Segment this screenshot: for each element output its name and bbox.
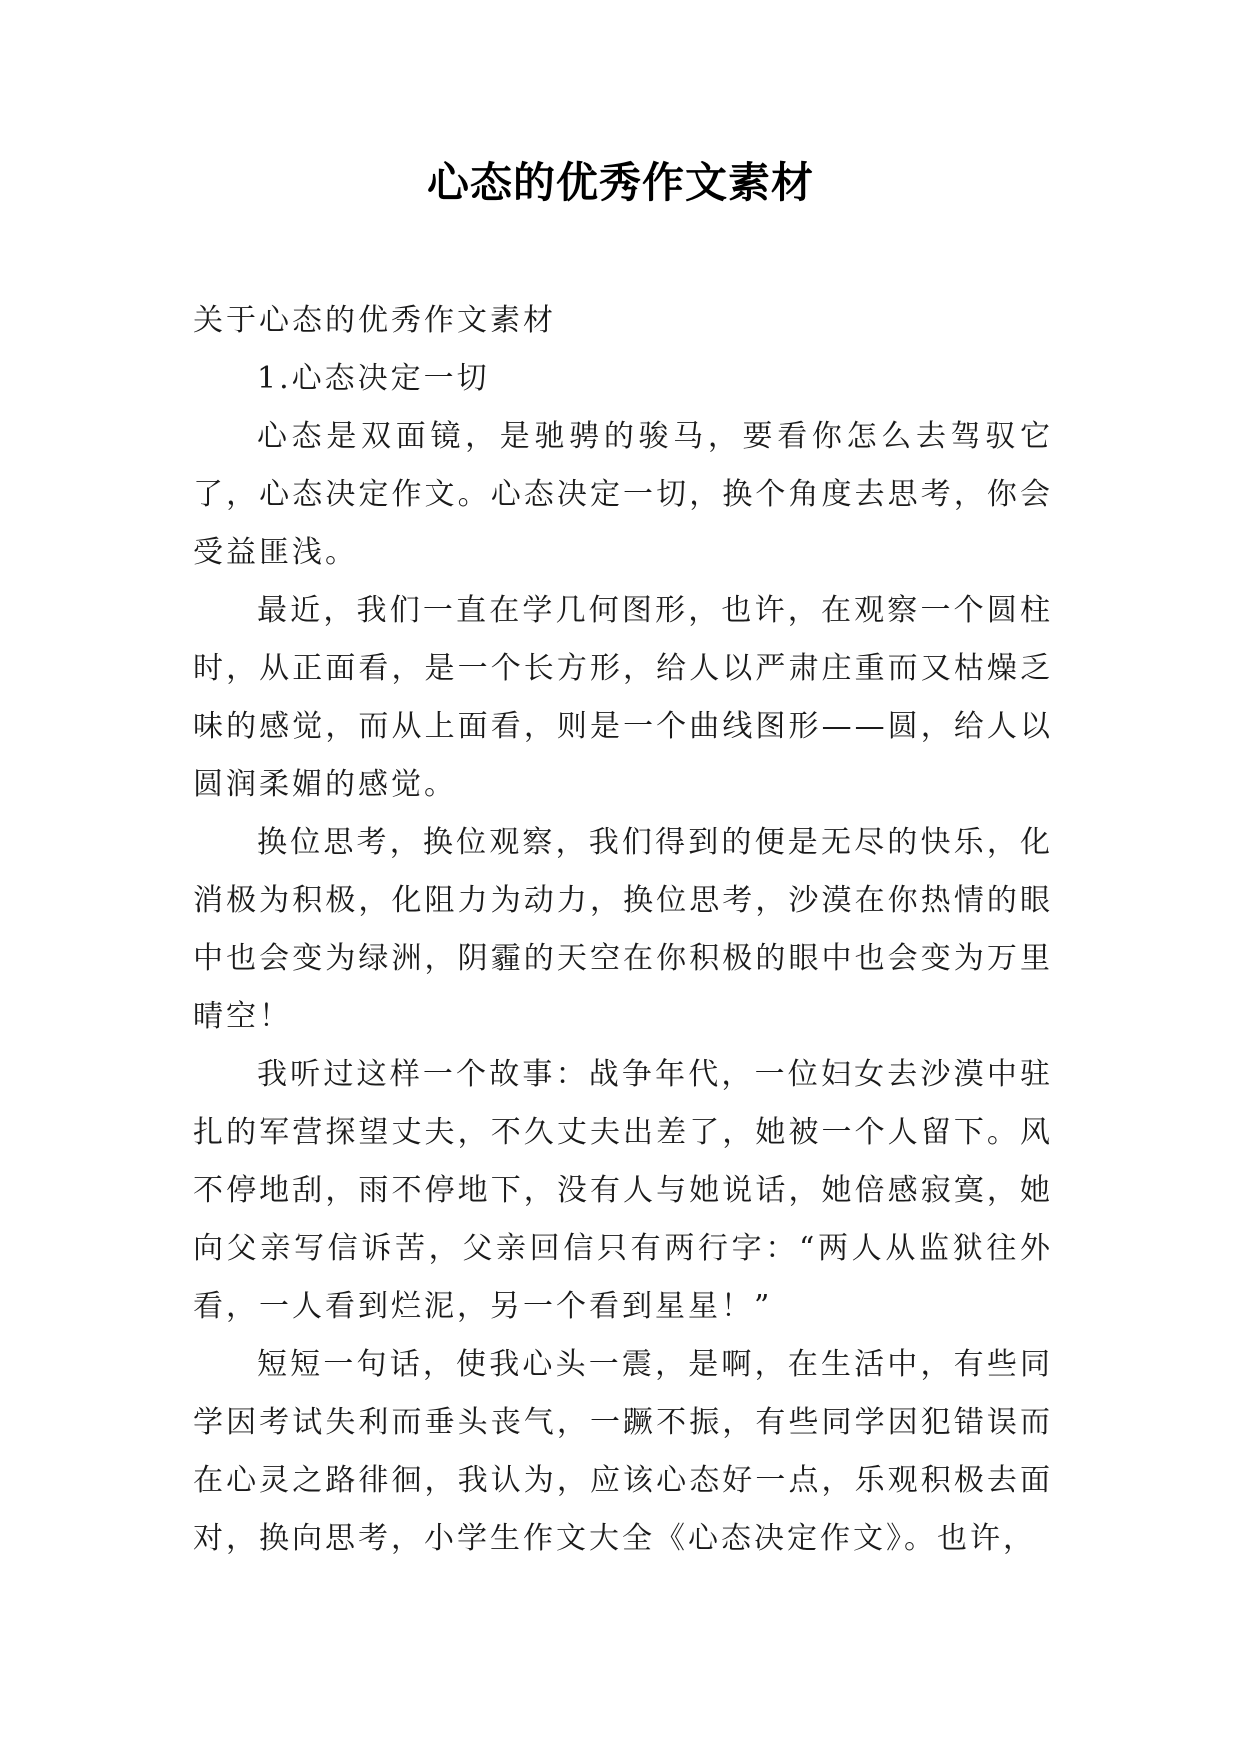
body-paragraph: 最近，我们一直在学几何图形，也许，在观察一个圆柱时，从正面看，是一个长方形，给人以严肃庄重而又枯燥乏味的感觉，而从上面看，则是一个曲线图形——圆，给人以圆润柔媚的感觉。 [193,593,1053,802]
body-paragraph: 心态是双面镜，是驰骋的骏马，要看你怎么去驾驭它了，心态决定作文。心态决定一切，换个角度去思考，你会受益匪浅。 [193,419,1053,570]
body-paragraph: 短短一句话，使我心头一震，是啊，在生活中，有些同学因考试失利而垂头丧气，一蹶不振，有些同学因犯错误而在心灵之路徘徊，我认为，应该心态好一点，乐观积极去面对，换向思考，小学生作文大全《心态决定作文》。也许， [193,1347,1053,1556]
subtitle-paragraph: 关于心态的优秀作文素材 [193,303,556,338]
section-heading: 1.心态决定一切 [257,361,490,396]
body-paragraph: 我听过这样一个故事：战争年代，一位妇女去沙漠中驻扎的军营探望丈夫，不久丈夫出差了，她被一个人留下。风不停地刮，雨不停地下，没有人与她说话，她倍感寂寞，她向父亲写信诉苦，父亲回信只有两行字：“两人从监狱往外看，一人看到烂泥，另一个看到星星！” [193,1057,1053,1324]
body-paragraph: 换位思考，换位观察，我们得到的便是无尽的快乐，化消极为积极，化阻力为动力，换位思考，沙漠在你热情的眼中也会变为绿洲，阴霾的天空在你积极的眼中也会变为万里晴空！ [193,825,1053,1034]
document-title: 心态的优秀作文素材 [426,158,814,207]
document-body [193,292,1053,1568]
